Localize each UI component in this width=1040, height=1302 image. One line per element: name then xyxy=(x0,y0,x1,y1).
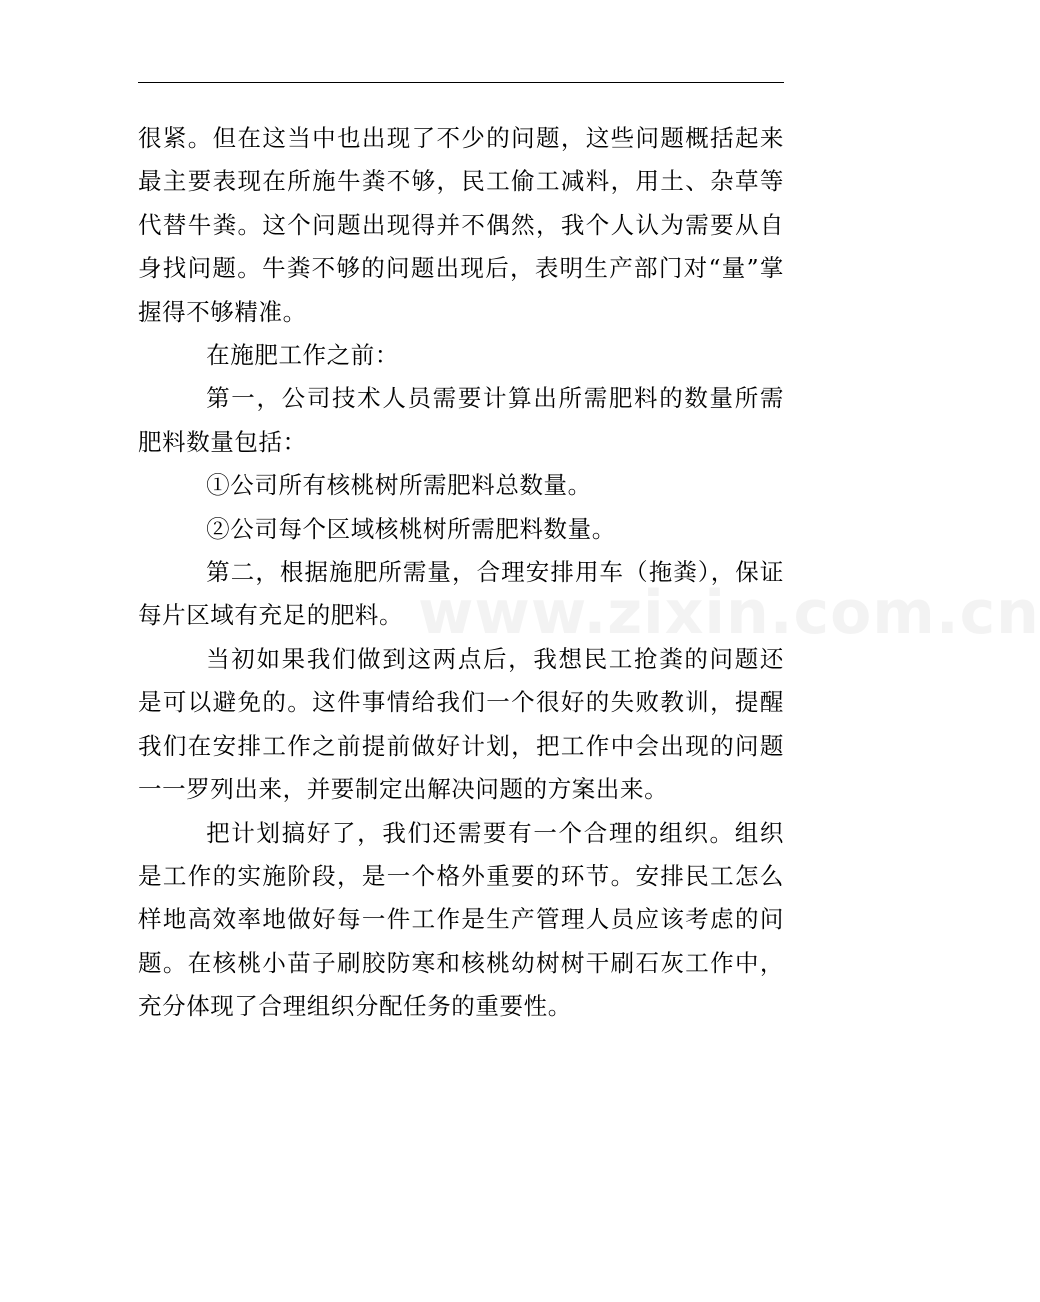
list-item-1: ①公司所有核桃树所需肥料总数量。 xyxy=(206,471,592,500)
header-rule xyxy=(138,82,784,83)
paragraph-4: 第二，根据施肥所需量，合理安排用车（拖粪），保证每片区域有充足的肥料。 xyxy=(138,558,784,630)
watermark: www.zixin.com.cn xyxy=(418,578,1040,648)
paragraph-5: 当初如果我们做到这两点后，我想民工抢粪的问题还是可以避免的。这件事情给我们一个很好的失败教训，提醒我们在安排工作之前提前做好计划，把工作中会出现的问题一一罗列出来，并要制定出解决问题的方案出来。 xyxy=(138,644,784,804)
paragraph-6: 把计划搞好了，我们还需要有一个合理的组织。组织是工作的实施阶段，是一个格外重要的环节。安排民工怎么样地高效率地做好每一件工作是生产管理人员应该考虑的问题。在核桃小苗子刷胶防寒和核桃幼树树干刷石灰工作中，充分体现了合理组织分配任务的重要性。 xyxy=(138,818,784,1021)
paragraph-3: 第一，公司技术人员需要计算出所需肥料的数量所需肥料数量包括： xyxy=(138,384,784,456)
paragraph-2: 在施肥工作之前： xyxy=(206,341,399,370)
document-body xyxy=(138,117,784,1029)
paragraph-1: 很紧。但在这当中也出现了不少的问题，这些问题概括起来最主要表现在所施牛粪不够，民工偷工减料，用土、杂草等代替牛粪。这个问题出现得并不偶然，我个人认为需要从自身找问题。牛粪不够的问题出现后，表明生产部门对“量”掌握得不够精准。 xyxy=(138,124,784,326)
list-item-2: ②公司每个区域核桃树所需肥料数量。 xyxy=(206,514,616,543)
